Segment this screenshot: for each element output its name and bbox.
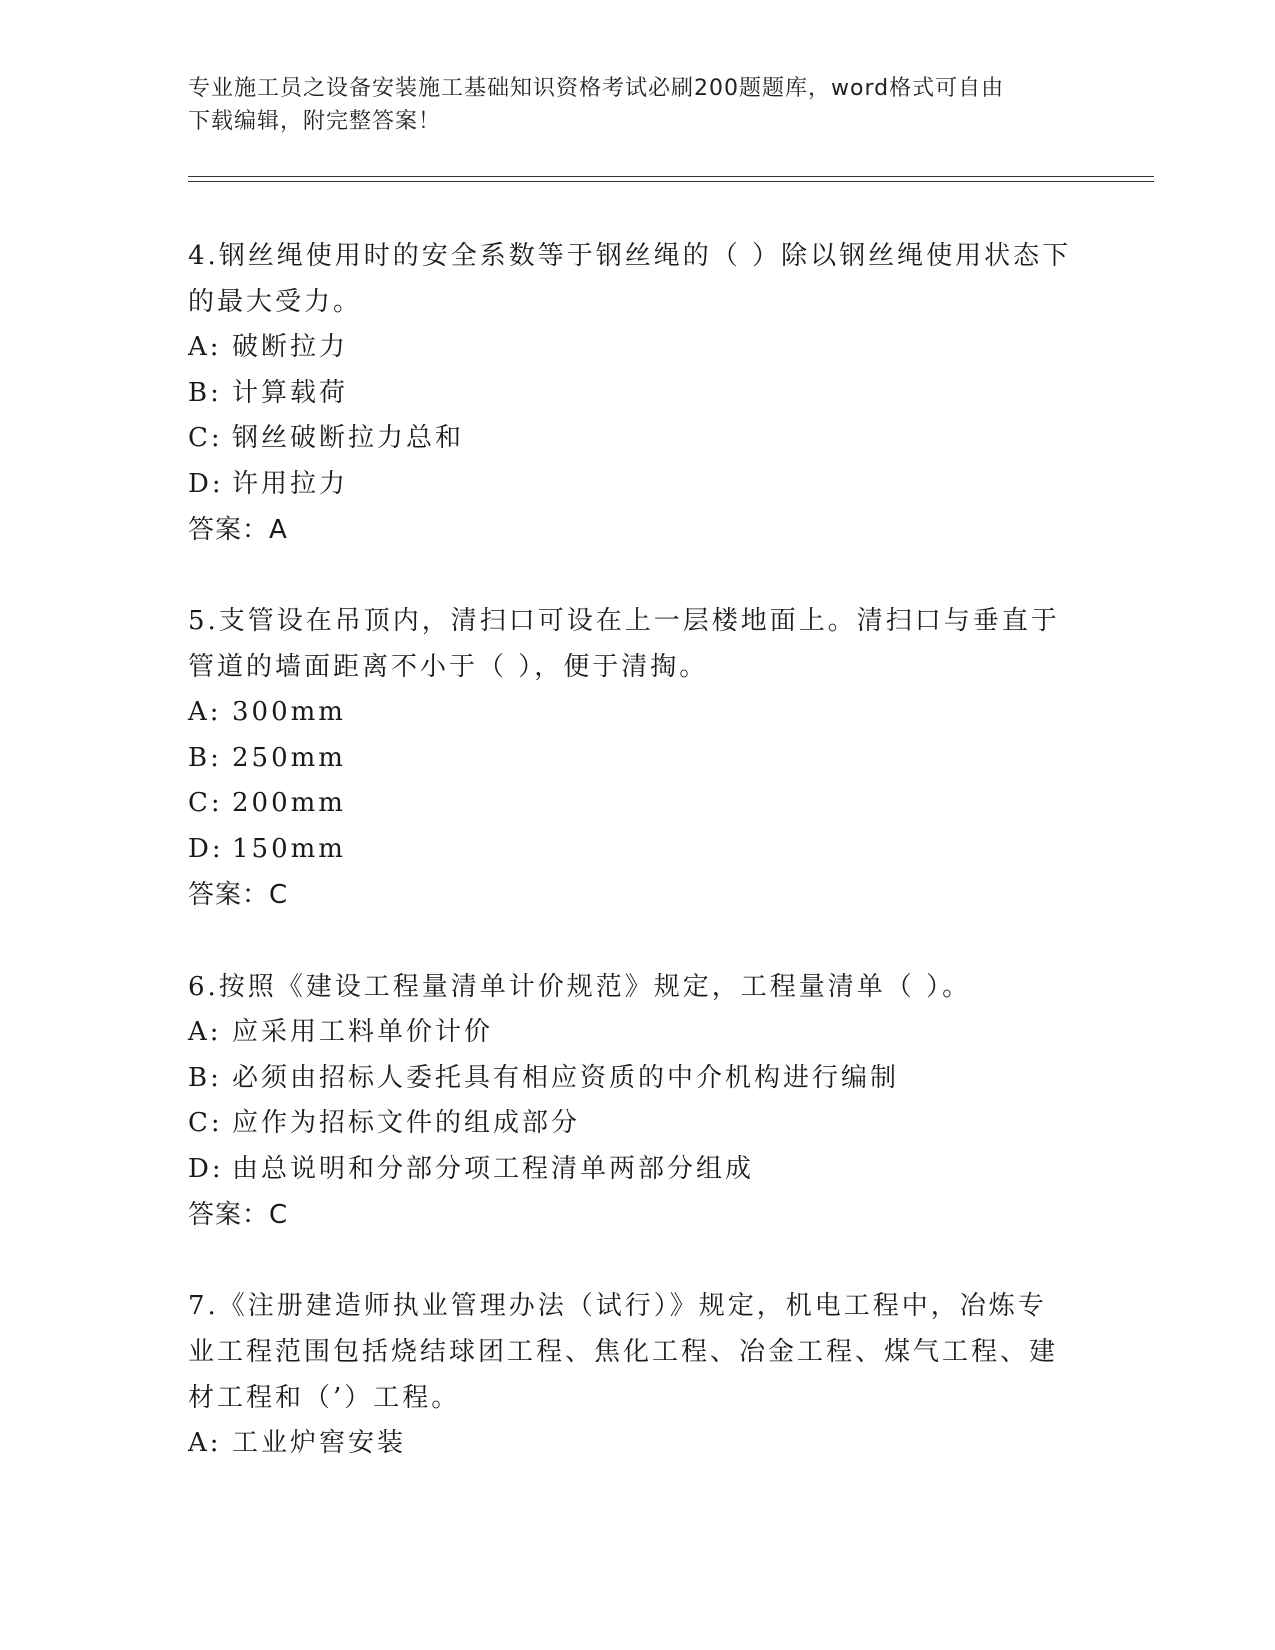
question-stem-line: 业工程范围包括烧结球团工程、焦化工程、冶金工程、煤气工程、建 <box>188 1337 1059 1367</box>
option-letter: B: <box>188 742 222 773</box>
question-5 <box>188 598 1088 918</box>
option-b <box>188 371 1088 417</box>
question-7 <box>188 1283 1088 1467</box>
question-stem-line: 7.《注册建造师执业管理办法（试行）》规定，机电工程中，冶炼专 <box>188 1291 1047 1321</box>
option-letter: A: <box>188 332 222 362</box>
option-letter: D: <box>188 833 224 864</box>
question-stem-line: 4.钢丝绳使用时的安全系数等于钢丝绳的（ ）除以钢丝绳使用状态下 <box>188 241 1072 271</box>
option-text: 200mm <box>232 788 346 818</box>
option-c <box>188 781 1088 827</box>
header-line-2: 下载编辑，附完整答案！ <box>188 109 442 134</box>
option-text: 150mm <box>232 833 346 864</box>
answer-line: 答案：C <box>188 1200 289 1230</box>
header-divider-top <box>188 176 1154 177</box>
option-text: 300mm <box>232 697 346 727</box>
question-stem-line: 的最大受力。 <box>188 287 363 317</box>
option-letter: A: <box>188 1428 222 1458</box>
option-b <box>188 1056 1088 1102</box>
option-letter: D: <box>188 468 224 499</box>
question-stem-line: 材工程和（’）工程。 <box>188 1383 461 1413</box>
question-stem-line: 管道的墙面距离不小于（ ），便于清掏。 <box>188 652 709 682</box>
option-text: 250mm <box>232 742 346 773</box>
option-text: 许用拉力 <box>232 468 349 499</box>
option-text: 由总说明和分部分项工程清单两部分组成 <box>232 1153 755 1184</box>
option-c <box>188 1101 1088 1147</box>
option-text: 应采用工料单价计价 <box>232 1017 494 1047</box>
option-text: 必须由招标人委托具有相应资质的中介机构进行编制 <box>232 1062 900 1093</box>
option-letter: B: <box>188 377 222 408</box>
header-divider-bottom <box>188 181 1154 182</box>
answer-line: 答案：A <box>188 515 288 545</box>
option-d <box>188 462 1088 508</box>
option-text: 应作为招标文件的组成部分 <box>232 1108 581 1138</box>
option-c <box>188 416 1088 462</box>
question-6 <box>188 964 1088 1238</box>
option-letter: C: <box>188 788 223 818</box>
option-letter: C: <box>188 1108 223 1138</box>
option-letter: B: <box>188 1062 222 1093</box>
option-letter: A: <box>188 697 222 727</box>
option-letter: C: <box>188 423 223 453</box>
option-b <box>188 736 1088 782</box>
document-header <box>188 72 1068 138</box>
option-a <box>188 690 1088 736</box>
option-d <box>188 827 1088 873</box>
option-letter: D: <box>188 1153 224 1184</box>
option-text: 钢丝破断拉力总和 <box>232 423 465 453</box>
option-d <box>188 1147 1088 1193</box>
option-a <box>188 1421 1088 1467</box>
question-4 <box>188 233 1088 553</box>
question-stem-line: 6.按照《建设工程量清单计价规范》规定，工程量清单（ ）。 <box>188 972 972 1002</box>
header-line-1: 专业施工员之设备安装施工基础知识资格考试必刷200题题库，word格式可自由 <box>188 76 1005 101</box>
option-text: 计算载荷 <box>232 377 349 408</box>
option-text: 工业炉窖安装 <box>232 1428 407 1458</box>
option-text: 破断拉力 <box>232 332 349 362</box>
option-letter: A: <box>188 1017 222 1047</box>
option-a <box>188 1010 1088 1056</box>
question-stem-line: 5.支管设在吊顶内，清扫口可设在上一层楼地面上。清扫口与垂直于 <box>188 606 1060 636</box>
answer-line: 答案：C <box>188 880 289 910</box>
option-a <box>188 325 1088 371</box>
